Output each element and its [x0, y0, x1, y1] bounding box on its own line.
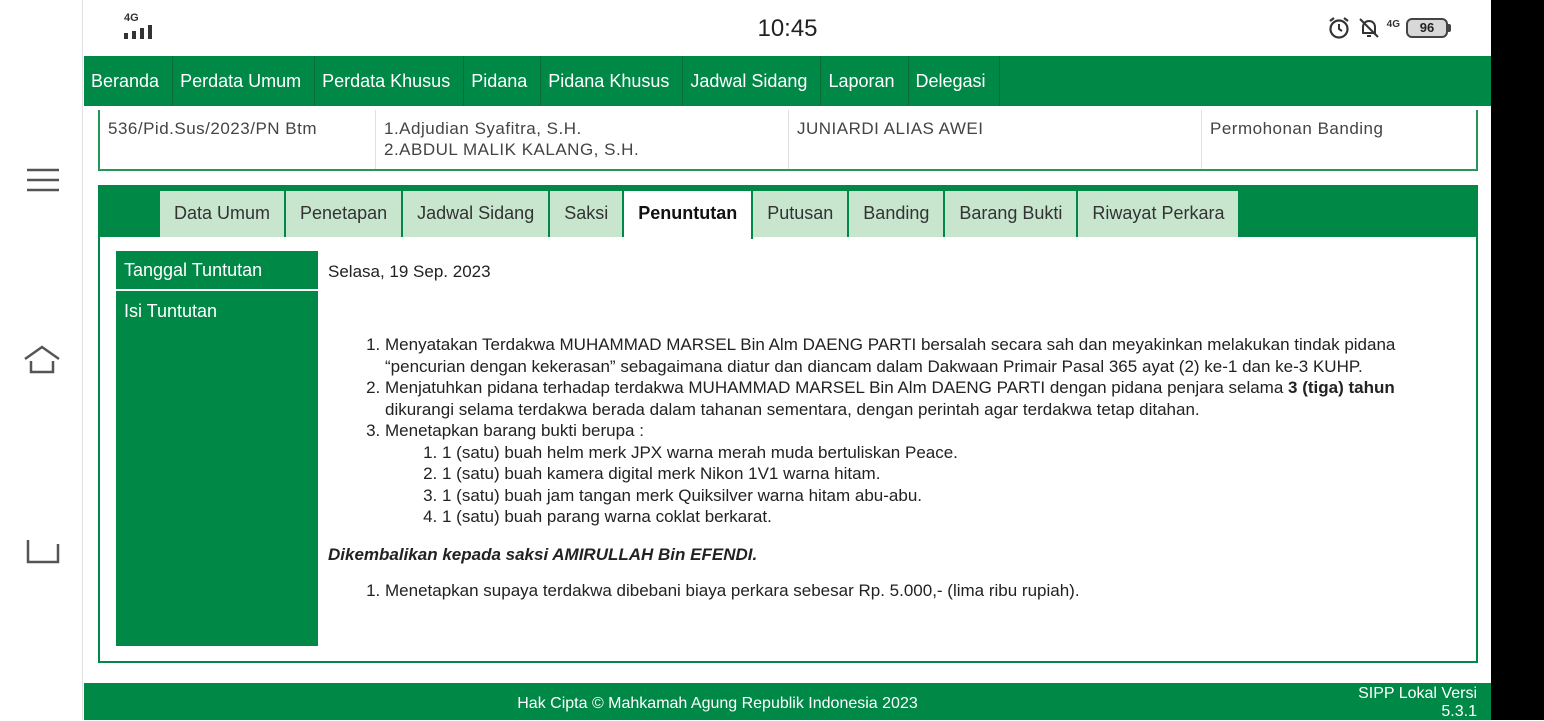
tab-banding[interactable]: Banding [849, 191, 945, 237]
network-label-2: 4G [1386, 18, 1400, 30]
menu-item-pidana[interactable]: Pidana [464, 56, 541, 106]
main-menu [84, 56, 1491, 106]
case-status: Permohonan Banding [1210, 119, 1384, 138]
demand-item-2-text: Menjatuhkan pidana terhadap terdakwa MUHAMMAD MARSEL Bin Alm DAENG PARTI dengan pidana penjara selama [385, 378, 1289, 397]
demand-item-2 [385, 377, 1458, 420]
cost-list [328, 580, 1458, 602]
label-column [116, 251, 318, 646]
menu-item-perdata-umum[interactable]: Perdata Umum [173, 56, 315, 106]
demand-item-1: 1. Menyatakan Terdakwa MUHAMMAD MARSEL Bin Alm DAENG PARTI bersalah secara sah dan meyakinkan melakukan tindak pidana “pencurian dengan kekerasan” sebagaimana diatur dan diancam dalam Dakwaan Primair Pasal 365 ayat (2) ke-1 dan ke-3 KUHP. [385, 334, 1458, 377]
tab-bar [100, 187, 1476, 237]
case-parties [376, 110, 789, 169]
cost-item: 1. Menetapkan supaya terdakwa dibebani biaya perkara sebesar Rp. 5.000,- (lima ribu rupiah). [385, 580, 1458, 602]
tab-jadwal-sidang[interactable]: Jadwal Sidang [403, 191, 550, 237]
network-label: 4G [124, 12, 139, 24]
evidence-item: 3. 1 (satu) buah jam tangan merk Quiksilver warna hitam abu-abu. [442, 485, 1458, 507]
menu-item-delegasi[interactable]: Delegasi [909, 56, 1000, 106]
demand-list [328, 334, 1458, 528]
tab-riwayat-perkara[interactable]: Riwayat Perkara [1078, 191, 1240, 237]
returned-note: Dikembalikan kepada saksi AMIRULLAH Bin EFENDI. [328, 544, 758, 564]
case-defendant: JUNIARDI ALIAS AWEI [789, 110, 1202, 169]
tab-penuntutan[interactable]: Penuntutan [624, 191, 753, 239]
party-1: 1.Adjudian Syafitra, S.H. [384, 119, 582, 138]
case-summary-row [98, 110, 1478, 171]
version-text: SIPP Lokal Versi 5.3.1 [1358, 685, 1477, 720]
demand-item-3-text: Menetapkan barang bukti berupa : [385, 421, 644, 440]
case-number: 536/Pid.Sus/2023/PN Btm [100, 110, 376, 169]
mute-bell-icon [1357, 16, 1381, 40]
screen-edge [1491, 0, 1544, 720]
alarm-icon [1327, 16, 1351, 40]
battery-level: 96 [1406, 18, 1448, 38]
menu-icon[interactable] [22, 163, 62, 197]
demand-content [328, 334, 1458, 602]
evidence-item: 4. 1 (satu) buah parang warna coklat berkarat. [442, 506, 1458, 528]
content-label: Isi Tuntutan [124, 301, 218, 321]
tab-barang-bukti[interactable]: Barang Bukti [945, 191, 1078, 237]
detail-panel [98, 185, 1478, 663]
footer [84, 683, 1491, 720]
sentence-duration: 3 (tiga) tahun [1288, 378, 1395, 397]
menu-item-laporan[interactable]: Laporan [821, 56, 908, 106]
date-value: Selasa, 19 Sep. 2023 [328, 262, 491, 281]
party-2: 2.ABDUL MALIK KALANG, S.H. [384, 140, 640, 159]
status-bar [84, 0, 1491, 56]
menu-item-perdata-khusus[interactable]: Perdata Khusus [315, 56, 464, 106]
system-nav-bar [0, 0, 83, 720]
date-label: Tanggal Tuntutan [116, 251, 318, 291]
tab-penetapan[interactable]: Penetapan [286, 191, 403, 237]
tab-saksi[interactable]: Saksi [550, 191, 624, 237]
copyright-text: Hak Cipta © Mahkamah Agung Republik Indonesia 2023 [517, 695, 918, 712]
tab-putusan[interactable]: Putusan [753, 191, 849, 237]
evidence-item: 2. 1 (satu) buah kamera digital merk Nikon 1V1 warna hitam. [442, 463, 1458, 485]
status-icons [1327, 16, 1451, 40]
back-icon[interactable] [22, 533, 62, 567]
battery-icon [1406, 18, 1451, 38]
tabs [160, 191, 1240, 239]
home-icon[interactable] [22, 343, 62, 377]
demand-item-3 [385, 420, 1458, 528]
evidence-list [385, 442, 1458, 528]
menu-item-pidana-khusus[interactable]: Pidana Khusus [541, 56, 683, 106]
tab-data-umum[interactable]: Data Umum [160, 191, 286, 237]
clock: 10:45 [757, 15, 818, 42]
evidence-item: 1. 1 (satu) buah helm merk JPX warna merah muda bertuliskan Peace. [442, 442, 1458, 464]
menu-item-jadwal-sidang[interactable]: Jadwal Sidang [683, 56, 821, 106]
demand-item-2-rest: dikurangi selama terdakwa berada dalam tahanan sementara, dengan perintah agar terdakwa tetap ditahan. [385, 399, 1200, 419]
menu-item-beranda[interactable]: Beranda [84, 56, 173, 106]
